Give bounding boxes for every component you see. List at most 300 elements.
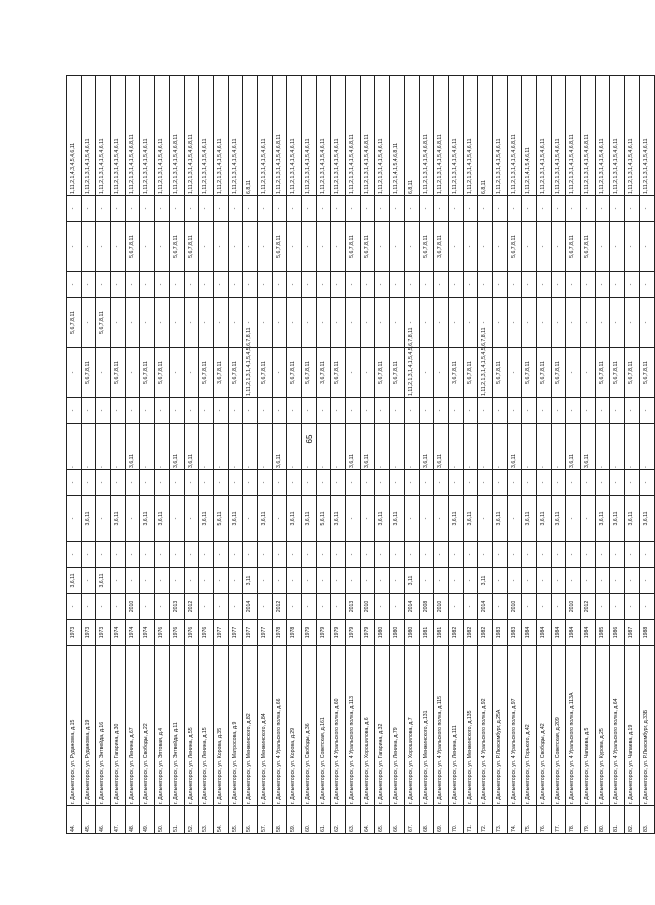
cell-c13: - <box>184 272 199 298</box>
table-row <box>419 76 434 834</box>
cell-c5: - <box>463 568 478 594</box>
cell-repair-year: 2013 <box>346 594 361 620</box>
table-row <box>81 76 96 834</box>
cell-c13: - <box>434 272 449 298</box>
cell-c10: - <box>155 398 170 424</box>
cell-c13: - <box>375 272 390 298</box>
cell-c11: - <box>272 348 287 398</box>
cell-c5: 3,6,11 <box>67 568 82 594</box>
cell-c16: 1,11,2,1,3,1,4,1,5,4,6,11 <box>448 76 463 196</box>
cell-c9: - <box>155 424 170 470</box>
cell-c10: - <box>140 398 155 424</box>
cell-repair-year: - <box>625 594 640 620</box>
cell-c16: 1,11,2,1,3,1,4,1,5,4,6,11 <box>331 76 346 196</box>
cell-row-number: 70. <box>448 806 463 834</box>
cell-c8: - <box>96 470 111 496</box>
cell-c14: - <box>155 222 170 272</box>
cell-c14: - <box>302 222 317 272</box>
cell-address: г. Дальнегорск, ул. Гагарина, д.30 <box>111 646 126 806</box>
cell-c7: - <box>67 496 82 542</box>
cell-c5: - <box>169 568 184 594</box>
cell-c12: - <box>639 298 654 348</box>
cell-c7: 3,6,11 <box>199 496 214 542</box>
cell-c12: 5,6,7,8,11 <box>96 298 111 348</box>
cell-c14: - <box>522 222 537 272</box>
cell-row-number: 44. <box>67 806 82 834</box>
cell-c8: - <box>360 470 375 496</box>
cell-c16: 1,11,2,1,3,1,4,1,5,4,6,8,11 <box>125 76 140 196</box>
cell-c12: - <box>228 298 243 348</box>
cell-c16: 1,11,2,1,3,1,4,1,5,4,6,11 <box>639 76 654 196</box>
cell-c11: 5,6,7,8,11 <box>390 348 405 398</box>
cell-c8: - <box>111 470 126 496</box>
table-row <box>360 76 375 834</box>
cell-c9: - <box>287 424 302 470</box>
cell-c11: - <box>581 348 596 398</box>
cell-build-year: 1979 <box>346 620 361 646</box>
cell-c14: - <box>243 222 258 272</box>
cell-address: г. Дальнегорск, ул. Матросова, д.9 <box>228 646 243 806</box>
cell-repair-year: 2010 <box>566 594 581 620</box>
cell-c15: - <box>448 196 463 222</box>
cell-c10: - <box>184 398 199 424</box>
cell-c6: - <box>228 542 243 568</box>
cell-c16: 1,11,2,1,3,1,4,1,5,4,6,11 <box>610 76 625 196</box>
cell-c6: - <box>478 542 493 568</box>
cell-c15: - <box>272 196 287 222</box>
cell-row-number: 72. <box>478 806 493 834</box>
cell-c7: - <box>581 496 596 542</box>
cell-row-number: 81. <box>610 806 625 834</box>
cell-c12: - <box>213 298 228 348</box>
cell-row-number: 46. <box>96 806 111 834</box>
cell-c15: - <box>111 196 126 222</box>
cell-c13: - <box>419 272 434 298</box>
cell-c13: - <box>610 272 625 298</box>
cell-c15: - <box>199 196 214 222</box>
cell-c13: - <box>566 272 581 298</box>
cell-c6: - <box>581 542 596 568</box>
cell-build-year: 1981 <box>419 620 434 646</box>
cell-build-year: 1984 <box>551 620 566 646</box>
cell-build-year: 1976 <box>155 620 170 646</box>
cell-repair-year: - <box>639 594 654 620</box>
cell-c10: - <box>272 398 287 424</box>
cell-row-number: 79. <box>581 806 596 834</box>
cell-repair-year: 2012 <box>581 594 596 620</box>
cell-c8: - <box>257 470 272 496</box>
cell-address: г. Дальнегорск, ул. Ленина, д.79 <box>390 646 405 806</box>
cell-build-year: 1978 <box>272 620 287 646</box>
cell-row-number: 69. <box>434 806 449 834</box>
cell-c6: - <box>419 542 434 568</box>
cell-c9: - <box>111 424 126 470</box>
cell-build-year: 1977 <box>257 620 272 646</box>
cell-c11: 3,6,7,8,11 <box>448 348 463 398</box>
cell-c12: - <box>243 298 258 348</box>
cell-c12: - <box>375 298 390 348</box>
cell-c12: - <box>581 298 596 348</box>
cell-c5: - <box>272 568 287 594</box>
cell-c16: 1,11,2,1,3,1,4,1,5,4,6,8,11 <box>434 76 449 196</box>
cell-c5: - <box>522 568 537 594</box>
cell-c11: 5,6,7,8,11 <box>551 348 566 398</box>
cell-address: г. Дальнегорск, ул. Советская, д.161 <box>316 646 331 806</box>
cell-c7: 3,6,11 <box>448 496 463 542</box>
cell-c13: - <box>595 272 610 298</box>
cell-c6: - <box>243 542 258 568</box>
cell-c8: - <box>243 470 258 496</box>
cell-c12: - <box>419 298 434 348</box>
cell-c14: - <box>478 222 493 272</box>
cell-c15: - <box>595 196 610 222</box>
cell-c15: - <box>360 196 375 222</box>
cell-c14: - <box>81 222 96 272</box>
cell-c15: - <box>478 196 493 222</box>
cell-c13: - <box>331 272 346 298</box>
cell-c9: - <box>140 424 155 470</box>
cell-c16: 1,11,2,1,3,1,4,1,5,4,6,8,11 <box>419 76 434 196</box>
cell-c8: - <box>595 470 610 496</box>
cell-c14: - <box>331 222 346 272</box>
cell-build-year: 1974 <box>140 620 155 646</box>
cell-c9: - <box>610 424 625 470</box>
cell-address: г. Дальнегорск, ул. Менжинского, д.135 <box>463 646 478 806</box>
cell-address: г. Дальнегорск, ул. Р.Люксембург, д.33Б <box>639 646 654 806</box>
table-row <box>404 76 419 834</box>
cell-c6: - <box>492 542 507 568</box>
cell-c11: - <box>96 348 111 398</box>
cell-c13: - <box>155 272 170 298</box>
cell-c9: - <box>463 424 478 470</box>
cell-c12: - <box>302 298 317 348</box>
cell-c10: - <box>213 398 228 424</box>
cell-c12: - <box>537 298 552 348</box>
cell-c8: - <box>610 470 625 496</box>
cell-c7: 3,6,11 <box>287 496 302 542</box>
cell-c15: - <box>228 196 243 222</box>
cell-address: г. Дальнегорск, ул. Чапаева, д.5 <box>581 646 596 806</box>
cell-c7: - <box>96 496 111 542</box>
cell-row-number: 71. <box>463 806 478 834</box>
cell-row-number: 52. <box>184 806 199 834</box>
cell-c6: - <box>610 542 625 568</box>
cell-c7: - <box>419 496 434 542</box>
cell-row-number: 55. <box>228 806 243 834</box>
cell-c15: - <box>522 196 537 222</box>
cell-c8: - <box>213 470 228 496</box>
cell-c9: 3,6,11 <box>434 424 449 470</box>
cell-c16: 1,11,2,1,3,1,4,1,5,4,6,11 <box>316 76 331 196</box>
cell-c7: - <box>243 496 258 542</box>
cell-c10: - <box>125 398 140 424</box>
cell-c9: 3,6,11 <box>346 424 361 470</box>
cell-c7: 3,6,11 <box>390 496 405 542</box>
cell-row-number: 80. <box>595 806 610 834</box>
cell-build-year: 1977 <box>213 620 228 646</box>
cell-c5: - <box>419 568 434 594</box>
cell-c12: - <box>492 298 507 348</box>
cell-c12: - <box>125 298 140 348</box>
cell-c13: - <box>67 272 82 298</box>
cell-c6: - <box>287 542 302 568</box>
cell-row-number: 63. <box>346 806 361 834</box>
cell-c7: 3,6,11 <box>639 496 654 542</box>
cell-c16: 1,11,2,1,3,1,4,1,5,4,6,11 <box>199 76 214 196</box>
cell-address: г. Дальнегорск, ул. 4 Уральского полка, д.115 <box>434 646 449 806</box>
table-row <box>125 76 140 834</box>
table-row <box>463 76 478 834</box>
cell-c8: - <box>404 470 419 496</box>
cell-c10: - <box>492 398 507 424</box>
cell-c8: - <box>419 470 434 496</box>
page-number: 65 <box>305 434 314 444</box>
cell-c14: 5,6,7,8,11 <box>419 222 434 272</box>
cell-c9: - <box>537 424 552 470</box>
cell-c6: - <box>404 542 419 568</box>
cell-c7: 3,6,11 <box>551 496 566 542</box>
cell-c5: - <box>316 568 331 594</box>
cell-row-number: 61. <box>316 806 331 834</box>
cell-c5: - <box>492 568 507 594</box>
cell-c9: - <box>522 424 537 470</box>
cell-build-year: 1977 <box>228 620 243 646</box>
cell-c14: 5,6,7,8,11 <box>272 222 287 272</box>
cell-c12: - <box>434 298 449 348</box>
cell-c15: - <box>551 196 566 222</box>
cell-c9: 3,6,11 <box>507 424 522 470</box>
cell-build-year: 1988 <box>639 620 654 646</box>
cell-c6: - <box>639 542 654 568</box>
table-row <box>448 76 463 834</box>
cell-row-number: 73. <box>492 806 507 834</box>
cell-c5: - <box>346 568 361 594</box>
cell-row-number: 54. <box>213 806 228 834</box>
cell-repair-year: 2010 <box>360 594 375 620</box>
cell-repair-year: - <box>522 594 537 620</box>
cell-c11: - <box>419 348 434 398</box>
cell-c16: 1,11,2,1,4,3,4,5,4,6,11 <box>67 76 82 196</box>
cell-c10: - <box>302 398 317 424</box>
table-row <box>390 76 405 834</box>
cell-repair-year: 2014 <box>243 594 258 620</box>
cell-repair-year: - <box>331 594 346 620</box>
cell-c13: - <box>228 272 243 298</box>
cell-repair-year: 2010 <box>125 594 140 620</box>
cell-c16: 1,11,2,1,4,1,5,4,6,8,11 <box>390 76 405 196</box>
cell-c6: - <box>96 542 111 568</box>
cell-c14: - <box>610 222 625 272</box>
cell-c7: 3,6,11 <box>595 496 610 542</box>
cell-address: г. Дальнегорск, ул. 4 Уральского полка, д.113 <box>346 646 361 806</box>
cell-c11: - <box>125 348 140 398</box>
cell-c6: - <box>199 542 214 568</box>
cell-build-year: 1973 <box>81 620 96 646</box>
cell-c15: - <box>463 196 478 222</box>
cell-row-number: 50. <box>155 806 170 834</box>
cell-c6: - <box>81 542 96 568</box>
cell-c8: - <box>463 470 478 496</box>
cell-c13: - <box>346 272 361 298</box>
cell-c10: - <box>522 398 537 424</box>
cell-address: г. Дальнегорск, ул. Советская, д.209 <box>551 646 566 806</box>
cell-c15: - <box>184 196 199 222</box>
cell-c9: 3,6,11 <box>360 424 375 470</box>
cell-c15: - <box>302 196 317 222</box>
cell-row-number: 57. <box>257 806 272 834</box>
cell-c16: 1,11,2,1,3,1,4,1,5,4,6,11 <box>111 76 126 196</box>
cell-c5: - <box>213 568 228 594</box>
cell-c13: - <box>448 272 463 298</box>
cell-c11: - <box>346 348 361 398</box>
cell-repair-year: 2013 <box>169 594 184 620</box>
cell-c11: 5,6,7,8,11 <box>463 348 478 398</box>
cell-c5: - <box>155 568 170 594</box>
cell-c11: - <box>566 348 581 398</box>
cell-c10: - <box>346 398 361 424</box>
cell-c13: - <box>81 272 96 298</box>
cell-c6: - <box>316 542 331 568</box>
cell-c6: - <box>625 542 640 568</box>
cell-c7: - <box>125 496 140 542</box>
table-row <box>228 76 243 834</box>
cell-c15: - <box>125 196 140 222</box>
cell-repair-year: - <box>96 594 111 620</box>
cell-c10: - <box>81 398 96 424</box>
cell-c14: 5,6,7,8,11 <box>346 222 361 272</box>
cell-c6: - <box>140 542 155 568</box>
cell-c15: - <box>169 196 184 222</box>
cell-c8: - <box>390 470 405 496</box>
cell-c9: - <box>96 424 111 470</box>
cell-build-year: 1985 <box>595 620 610 646</box>
cell-c8: - <box>302 470 317 496</box>
cell-c11: 5,6,7,8,11 <box>199 348 214 398</box>
cell-repair-year: - <box>81 594 96 620</box>
cell-repair-year: - <box>316 594 331 620</box>
cell-c11: - <box>184 348 199 398</box>
cell-c8: - <box>287 470 302 496</box>
table-body <box>67 76 655 834</box>
table-row <box>434 76 449 834</box>
cell-build-year: 1980 <box>404 620 419 646</box>
cell-c15: - <box>566 196 581 222</box>
cell-c6: - <box>566 542 581 568</box>
cell-c9: 3,6,11 <box>169 424 184 470</box>
cell-c16: 1,11,2,1,3,1,4,1,5,4,6,11 <box>375 76 390 196</box>
cell-repair-year: 2014 <box>478 594 493 620</box>
cell-c15: - <box>404 196 419 222</box>
cell-c12: - <box>316 298 331 348</box>
cell-c16: 1,11,2,1,3,1,4,1,5,4,6,8,11 <box>169 76 184 196</box>
table-row <box>287 76 302 834</box>
cell-c15: - <box>96 196 111 222</box>
cell-build-year: 1983 <box>492 620 507 646</box>
cell-c10: - <box>375 398 390 424</box>
cell-address: г. Дальнегорск, ул. Энтвейда, д.11 <box>169 646 184 806</box>
cell-row-number: 66. <box>390 806 405 834</box>
cell-row-number: 82. <box>625 806 640 834</box>
cell-c16: 1,11,2,1,4,1,5,4,6,11 <box>522 76 537 196</box>
cell-build-year: 1979 <box>331 620 346 646</box>
cell-c15: - <box>610 196 625 222</box>
cell-c5: - <box>199 568 214 594</box>
cell-c15: - <box>155 196 170 222</box>
cell-c10: - <box>257 398 272 424</box>
cell-row-number: 62. <box>331 806 346 834</box>
cell-row-number: 83. <box>639 806 654 834</box>
cell-c5: 3,11 <box>243 568 258 594</box>
cell-c8: - <box>507 470 522 496</box>
cell-c7: 3,6,11 <box>257 496 272 542</box>
cell-c7: 3,6,11 <box>331 496 346 542</box>
cell-build-year: 1987 <box>625 620 640 646</box>
cell-c5: 3,11 <box>404 568 419 594</box>
cell-c14: - <box>228 222 243 272</box>
cell-c8: - <box>581 470 596 496</box>
cell-c15: - <box>243 196 258 222</box>
cell-repair-year: - <box>595 594 610 620</box>
cell-c6: - <box>155 542 170 568</box>
cell-c7: 3,6,11 <box>140 496 155 542</box>
cell-c7: 3,6,11 <box>522 496 537 542</box>
cell-c5: - <box>125 568 140 594</box>
cell-c16: 1,11,2,1,3,1,4,1,5,4,6,11 <box>213 76 228 196</box>
cell-c9: - <box>302 424 317 470</box>
cell-c10: - <box>625 398 640 424</box>
cell-c10: - <box>595 398 610 424</box>
cell-c8: - <box>537 470 552 496</box>
cell-c14: 5,6,7,8,11 <box>184 222 199 272</box>
cell-build-year: 1976 <box>184 620 199 646</box>
cell-c7: 3,6,11 <box>81 496 96 542</box>
cell-build-year: 1974 <box>111 620 126 646</box>
cell-c14: 5,6,7,8,11 <box>581 222 596 272</box>
cell-c10: - <box>507 398 522 424</box>
cell-c7: - <box>404 496 419 542</box>
cell-c10: - <box>96 398 111 424</box>
cell-c10: - <box>243 398 258 424</box>
table-row <box>213 76 228 834</box>
cell-c14: - <box>111 222 126 272</box>
cell-row-number: 75. <box>522 806 537 834</box>
cell-c13: - <box>360 272 375 298</box>
cell-c8: - <box>478 470 493 496</box>
cell-c16: 1,11,2,1,3,1,4,1,5,4,6,11 <box>96 76 111 196</box>
cell-c11: 5,6,7,8,11 <box>331 348 346 398</box>
cell-c15: - <box>316 196 331 222</box>
cell-c11: 5,6,7,8,11 <box>111 348 126 398</box>
cell-c11: - <box>360 348 375 398</box>
cell-c12: - <box>346 298 361 348</box>
table-row <box>639 76 654 834</box>
cell-c12: - <box>404 298 419 348</box>
cell-c14: 5,6,7,8,11 <box>125 222 140 272</box>
cell-c14: - <box>316 222 331 272</box>
cell-c6: - <box>331 542 346 568</box>
cell-c6: - <box>302 542 317 568</box>
cell-c6: - <box>125 542 140 568</box>
cell-c13: - <box>390 272 405 298</box>
cell-address: г. Дальнегорск, ул. 4 Уральского полка, д.66 <box>272 646 287 806</box>
cell-c6: - <box>551 542 566 568</box>
cell-c8: - <box>228 470 243 496</box>
cell-repair-year: - <box>287 594 302 620</box>
cell-c11: 1,11,2,1,3,1,4,1,5,4,5,6,7,8,11 <box>404 348 419 398</box>
cell-c11: 3,6,7,8,11 <box>316 348 331 398</box>
table-row <box>375 76 390 834</box>
cell-c7: - <box>272 496 287 542</box>
